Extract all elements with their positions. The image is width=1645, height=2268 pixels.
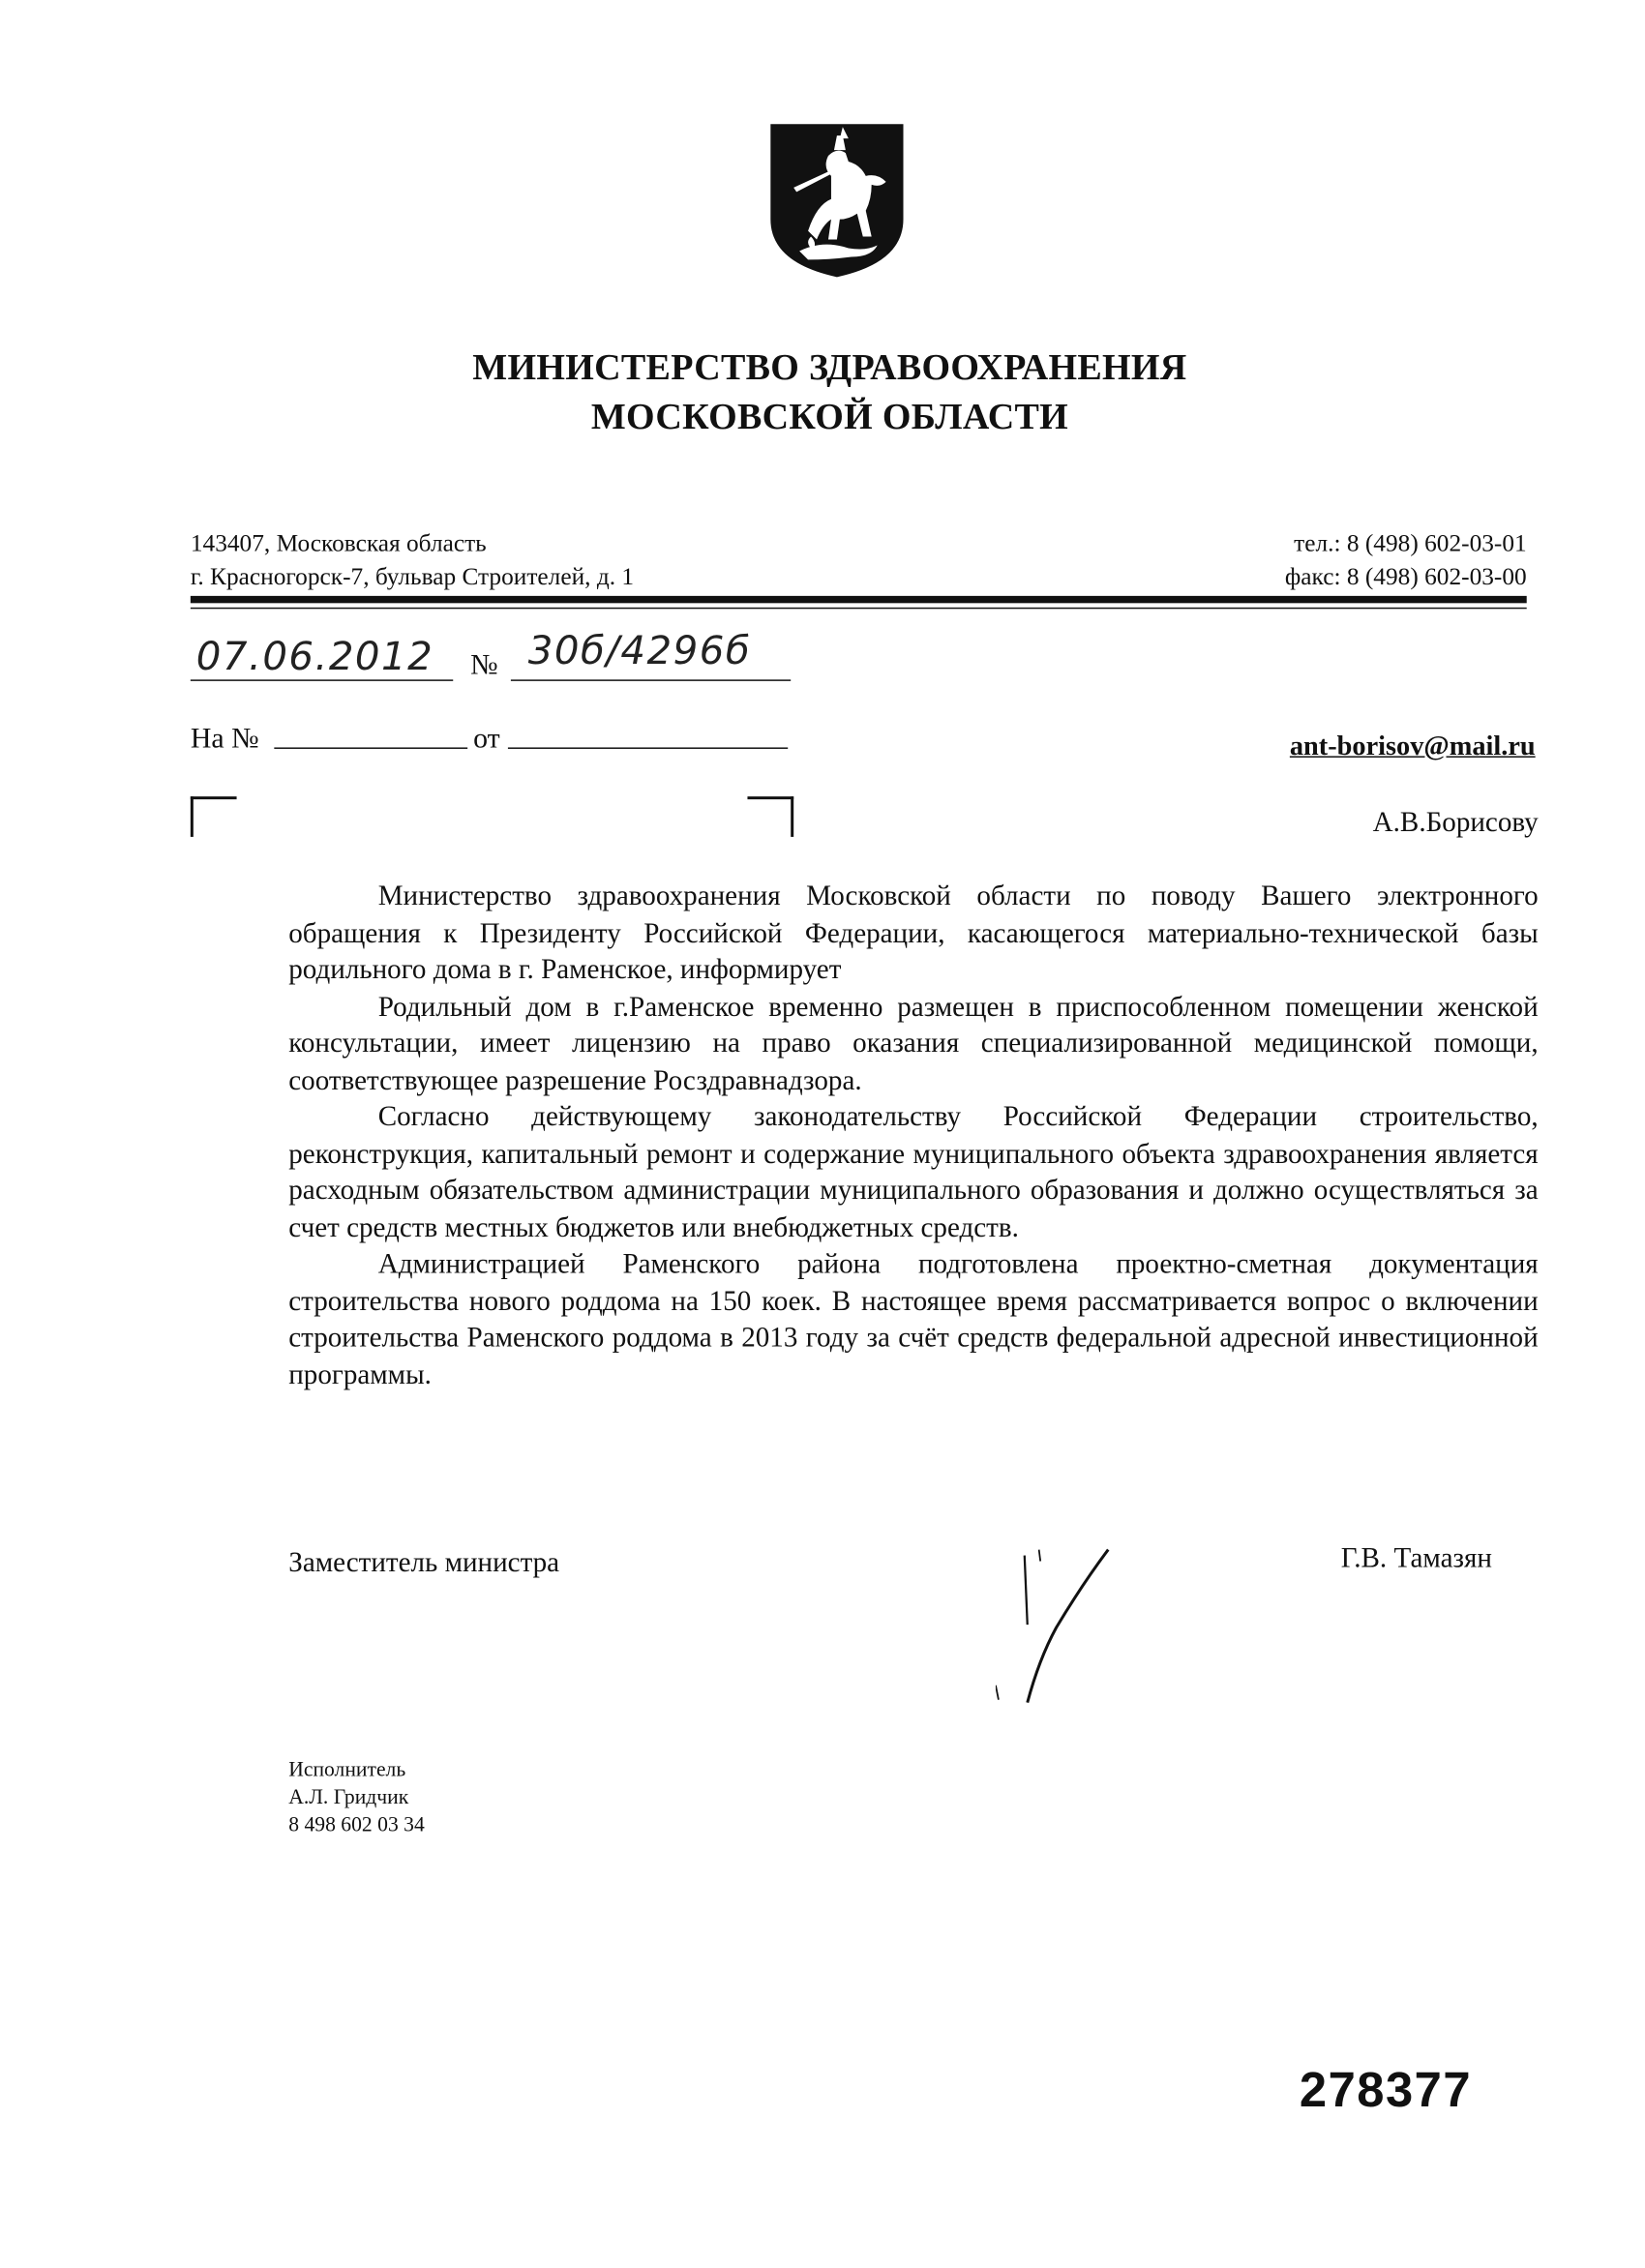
body-paragraph-4: Администрацией Раменского района подготовлена проектно-сметная документация строительства нового роддома на 150 коек. В настоящее время рассматривается вопрос о включении строительства Раменского роддома в 2013 году за счёт средств федеральной адресной инвестиционной программы. xyxy=(288,1249,1539,1390)
address-line2: г. Красногорск-7, бульвар Строителей, д. 1 xyxy=(190,562,635,590)
registration-date: 07.06.2012 xyxy=(195,635,434,680)
recipient-name: А.В.Борисову xyxy=(1372,808,1539,839)
ministry-title-line1: МИНИСТЕРСТВО ЗДРАВООХРАНЕНИЯ xyxy=(472,345,1187,389)
phone-number: тел.: 8 (498) 602-03-01 xyxy=(1294,529,1527,557)
ministry-title-line2: МОСКОВСКОЙ ОБЛАСТИ xyxy=(590,395,1069,437)
address-corner-left xyxy=(191,796,237,837)
body-paragraph-3: Согласно действующему законодательству Российской Федерации строительство, реконструкция, капитальный ремонт и содержание муниципального объекта здравоохранения является расходным обязательством администрации муниципального образования и должно осуществляться за счет средств местных бюджетов или внебюджетных средств. xyxy=(288,1102,1539,1243)
reference-label: На № xyxy=(190,723,259,755)
moscow-region-coat-of-arms-icon xyxy=(764,118,909,280)
from-underline xyxy=(508,747,788,749)
body-paragraph-1: Министерство здравоохранения Московской области по поводу Вашего электронного обращения к Президенту Российской Федерации, касающегося материально-технической базы родильного дома в г. Раменское, информирует xyxy=(288,881,1539,986)
executor-phone: 8 498 602 03 34 xyxy=(288,1813,425,1837)
fax-number: факс: 8 (498) 602-03-00 xyxy=(1284,562,1527,590)
executor-name: А.Л. Гридчик xyxy=(288,1786,409,1810)
number-underline xyxy=(511,679,791,681)
from-label: от xyxy=(473,723,500,755)
handwritten-signature xyxy=(996,1541,1140,1715)
date-underline xyxy=(191,679,453,681)
signatory-name: Г.В. Тамазян xyxy=(1340,1543,1492,1574)
letter-body xyxy=(288,879,1538,1393)
address-line1: 143407, Московская область xyxy=(190,529,487,557)
body-paragraph-2: Родильный дом в г.Раменское временно размещен в приспособленном помещении женской консультации, имеет лицензию на право оказания специализированной медицинской помощи, соответствующее разрешение Росздравнадзора. xyxy=(288,992,1539,1096)
recipient-email: ant-borisov@mail.ru xyxy=(1289,731,1536,762)
signatory-title: Заместитель министра xyxy=(288,1548,560,1579)
address-corner-right xyxy=(747,796,793,837)
executor-label: Исполнитель xyxy=(288,1758,406,1782)
reference-underline xyxy=(274,747,467,749)
header-rule-thick xyxy=(191,596,1527,603)
registration-number: 30б/4296б xyxy=(527,629,752,674)
number-label: № xyxy=(470,649,498,681)
header-rule-thin xyxy=(191,608,1527,609)
incoming-stamp-number: 278377 xyxy=(1299,2063,1473,2119)
